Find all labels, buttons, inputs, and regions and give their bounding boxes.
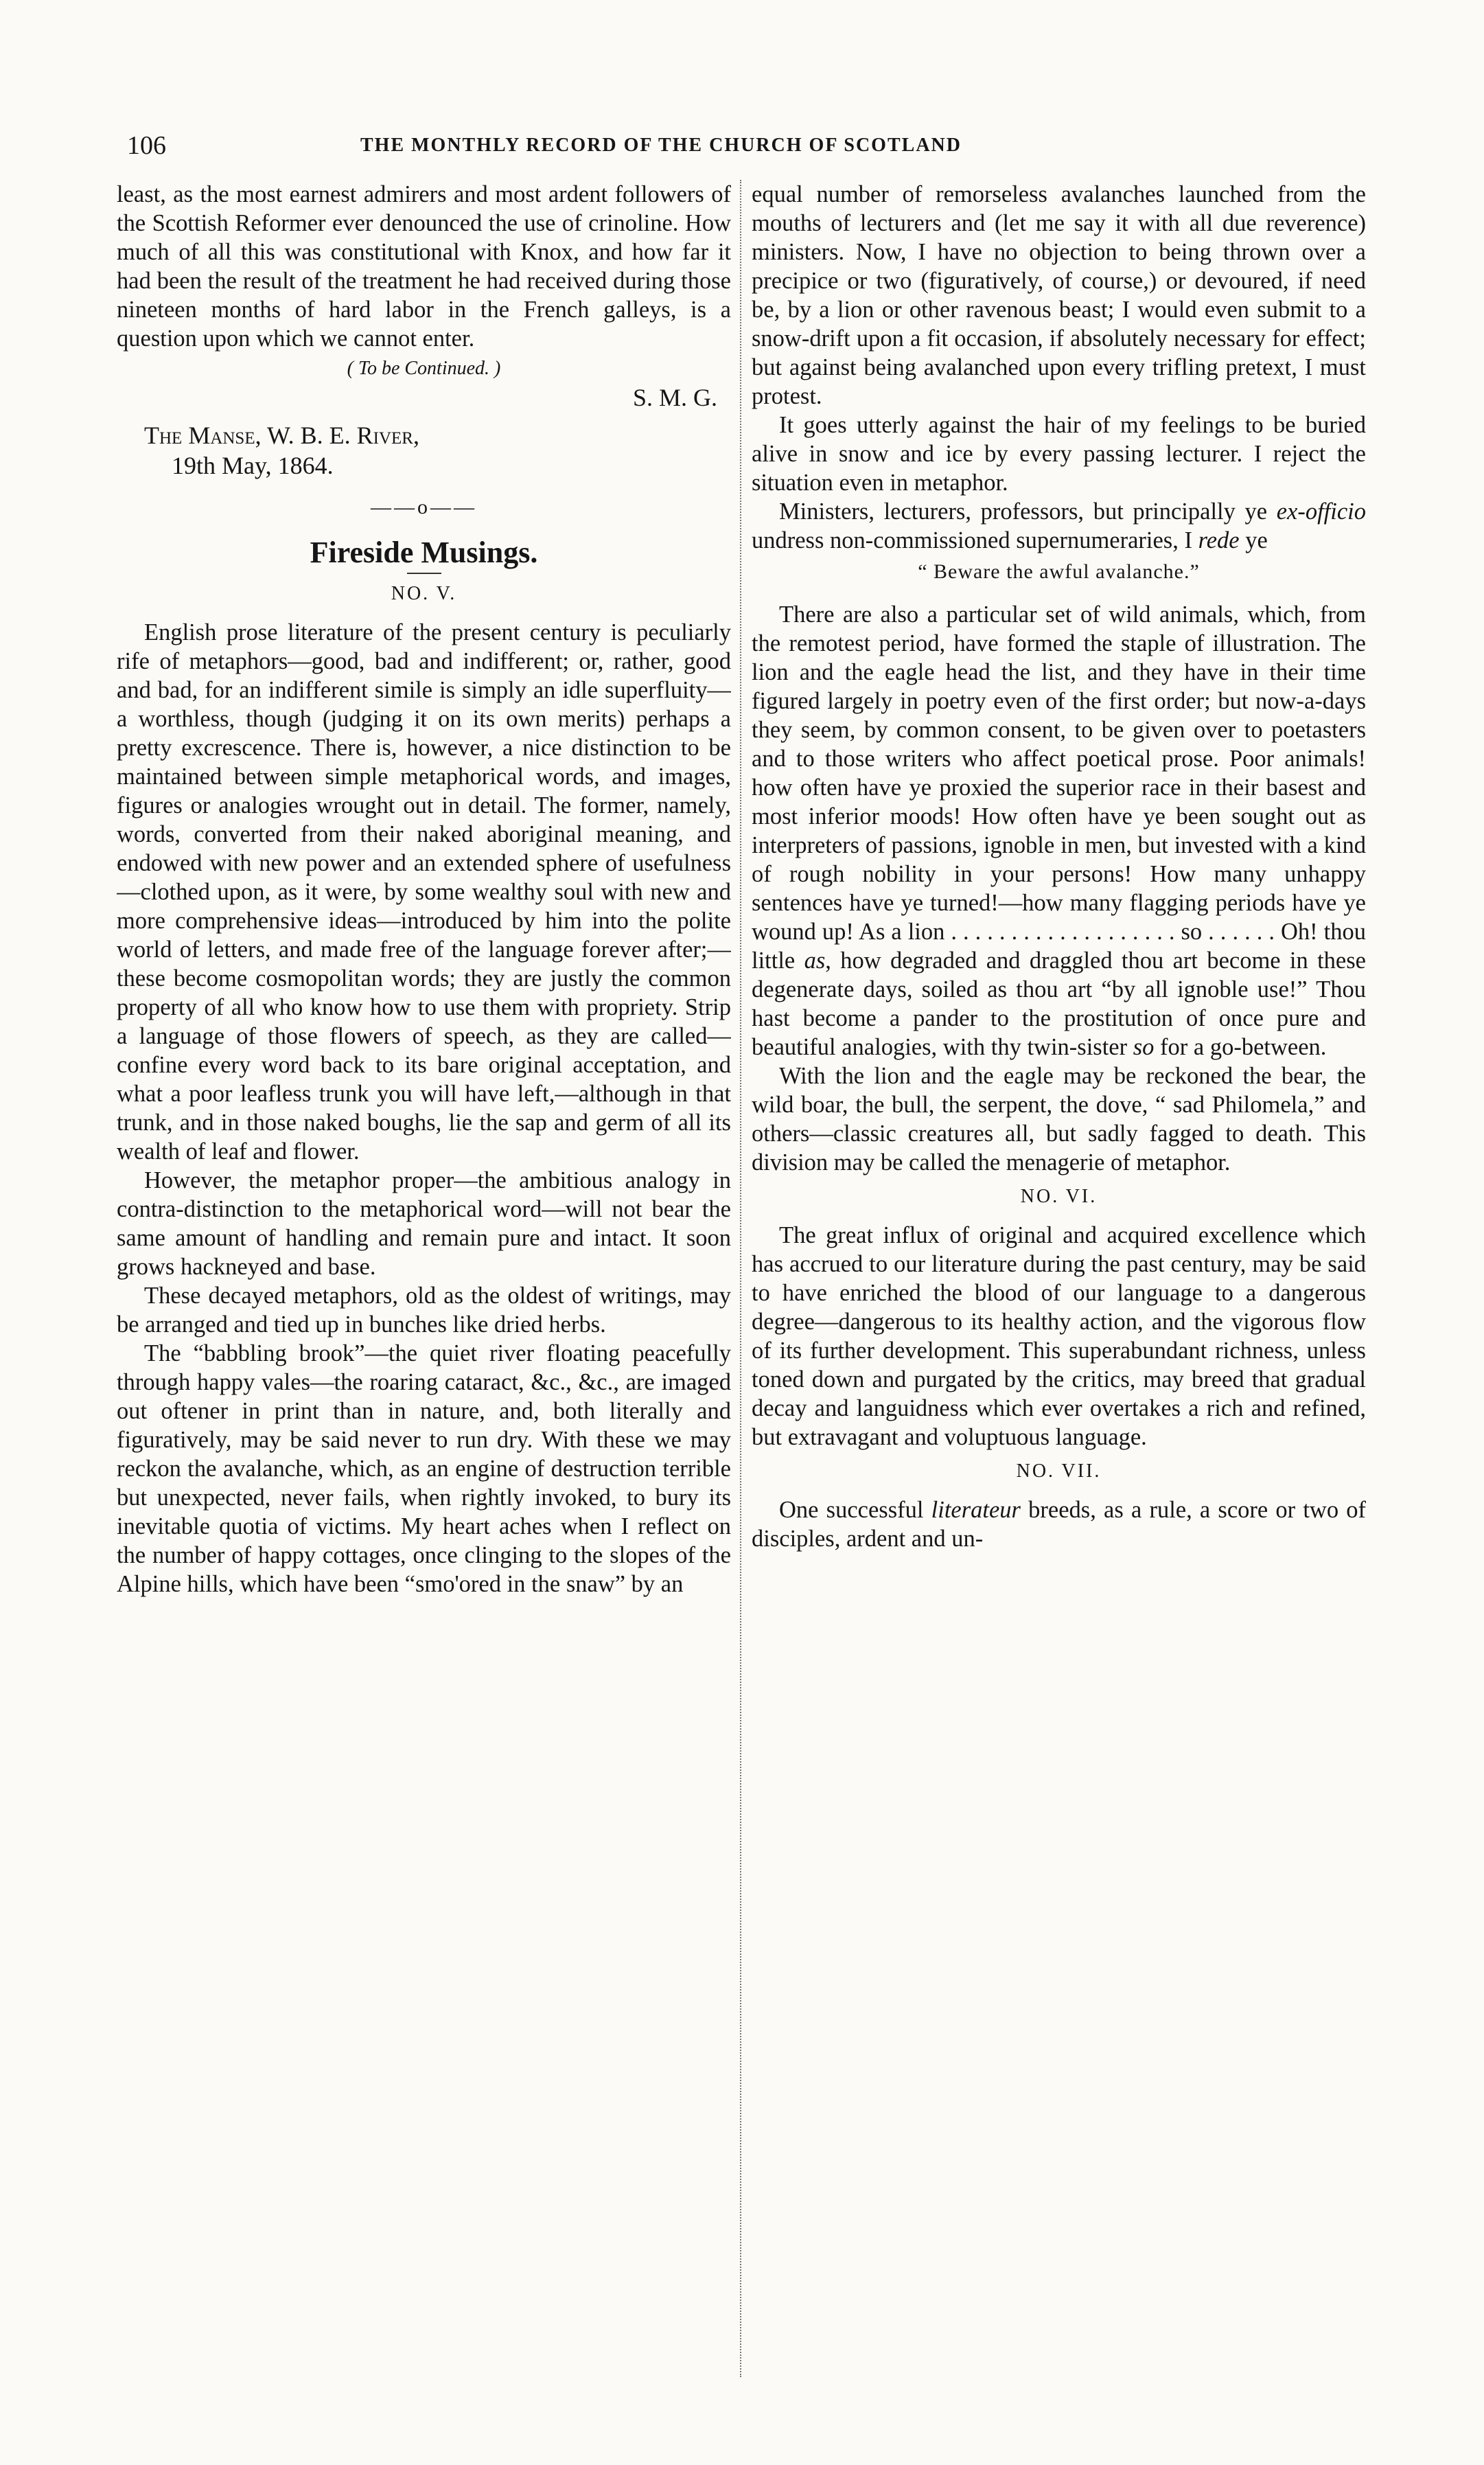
- dateline-date: 19th May, 1864.: [172, 452, 334, 479]
- column-divider: [740, 180, 741, 2377]
- dateline: [117, 420, 731, 481]
- paragraph: The great influx of original and acquired excellence which has accrued to our literature during the past century, may be said to have enriched the blood of our language to a dangerous degree—dangerous to its healthy action, and the vigorous flow of its further development. This superabundant richness, unless toned down and purgated by the critics, may breed that gradual decay and languidness which ever overtakes a rich and refined, but extravagant and voluptuous language.: [752, 1222, 1366, 1450]
- paragraph: Ministers, lecturers, professors, but principally ye ex-officio undress non-commissioned supernumeraries, I rede ye: [752, 498, 1366, 553]
- page-header: [127, 130, 1356, 172]
- paragraph: The “babbling brook”—the quiet river floating peacefully through happy vales—the roaring cataract, &c., &c., are imaged out oftener in print than in nature, and, both literally and figuratively, may be said never to run dry. With these we may reckon the avalanche, which, as an engine of destruction terrible but unexpected, never fails, when rightly invoked, to bury its inevitable quotia of victims. My heart aches when I reflect on the number of happy cottages, once clinging to the slopes of the Alpine hills, which have been “smo'ored in the snaw” by an: [117, 1340, 731, 1597]
- paragraph: However, the metaphor proper—the ambitious analogy in contra-distinction to the metaphorical word—will not bear the same amount of handling and remain pure and intact. It soon grows hackneyed and base.: [117, 1167, 731, 1280]
- page-number: 106: [127, 131, 166, 160]
- paragraph: There are also a particular set of wild animals, which, from the remotest period, have formed the staple of illustration. The lion and the eagle head the list, and they have in their time figured largely in poetry even of the first order; but now-a-days they seem, by common consent, to be given over to poetasters and to those writers who affect poetical prose. Poor animals! how often have ye proxied the superior race in their basest and most inferior moods! How often have ye been sought out as interpreters of passions, ignoble in men, but invested with a kind of rough nobility in your persons! How many unhappy sentences have ye turned!—how many flagging periods have ye wound up! As a lion . . . . . . . . . . . . . . . . . . . so . . . . . . Oh! thou little as, how degraded and draggled thou art become in these degenerate days, soiled as thou art “by all ignoble use!” Thou hast become a pander to the prostitution of once pure and beautiful analogies, with thy twin-sister so for a go-between.: [752, 601, 1366, 1060]
- section-separator: ——o——: [371, 496, 477, 518]
- to-be-continued: ( To be Continued. ): [347, 358, 501, 379]
- paragraph: These decayed metaphors, old as the oldest of writings, may be arranged and tied up in bunches like dried herbs.: [117, 1283, 731, 1338]
- title-rule: [407, 573, 441, 574]
- section-number: NO. V.: [391, 583, 457, 604]
- signature: S. M. G.: [632, 384, 717, 411]
- section-number: NO. VI.: [1020, 1186, 1098, 1207]
- paragraph: English prose literature of the present century is peculiarly rife of metaphors—good, bad and indifferent; or, rather, good and bad, for an indifferent simile is simply an idle superfluity—a worthless, though (judging it on its own merits) perhaps a pretty excrescence. There is, however, a nice distinction to be maintained between simple metaphorical words, and images, figures or analogies wrought out in detail. The former, namely, words, converted from their naked aboriginal meaning, and endowed with new power and an extended sphere of usefulness—clothed upon, as it were, by some wealthy soul with new and more comprehensive ideas—introduced by him into the polite world of letters, and made free of the language forever after;—these become cosmopolitan words; they are justly the common property of all who know how to use them with propriety. Strip a language of those flowers of speech, as they are called—confine every word back to its bare original acceptation, and what a poor leafless trunk you will have left,—although in that trunk, and in those naked boughs, lie the sap and germ of all its wealth of leaf and flower.: [117, 619, 731, 1165]
- paragraph: It goes utterly against the hair of my feelings to be buried alive in snow and ice by every passing lecturer. I reject the situation even in metaphor.: [752, 412, 1366, 496]
- paragraph: With the lion and the eagle may be reckoned the bear, the wild boar, the bull, the serpent, the dove, “ sad Philomela,” and others—classic creatures all, but sadly fagged to death. This division may be called the menagerie of metaphor.: [752, 1063, 1366, 1176]
- section-number: NO. VII.: [1016, 1460, 1102, 1482]
- paragraph: equal number of remorseless avalanches launched from the mouths of lecturers and (let me say it with all due reverence) ministers. Now, I have no objection to being thrown over a precipice or two (figuratively, of course,) or devoured, if need be, by a lion or other ravenous beast; I would even submit to a snow-drift upon a fit occasion, if absolutely necessary for effect; but against being avalanched upon every trifling pretext, I must protest.: [752, 181, 1366, 409]
- article-title: Fireside Musings.: [310, 536, 538, 569]
- quotation: “ Beware the awful avalanche.”: [918, 560, 1200, 583]
- left-column: [117, 180, 731, 2391]
- paragraph: least, as the most earnest admirers and most ardent followers of the Scottish Reformer ever denounced the use of crinoline. How much of all this was constitutional with Knox, and how far it had been the result of the treatment he had received during those nineteen months of hard labor in the French galleys, is a question upon which we cannot enter.: [117, 181, 731, 352]
- right-column: [752, 180, 1366, 2391]
- dateline-place: The Manse, W. B. E. River,: [144, 422, 419, 449]
- running-head: THE MONTHLY RECORD OF THE CHURCH OF SCOTLAND: [360, 135, 962, 156]
- paragraph: One successful literateur breeds, as a rule, a score or two of disciples, ardent and un-: [752, 1497, 1366, 1552]
